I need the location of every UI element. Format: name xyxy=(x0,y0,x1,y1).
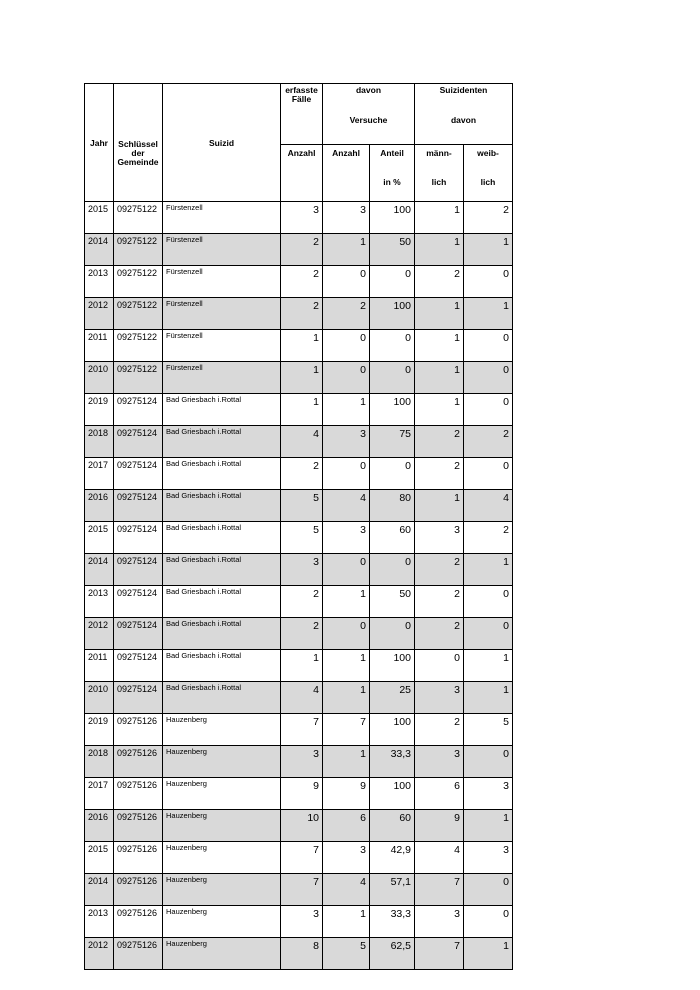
cell-anteil: 100 xyxy=(370,202,415,234)
cell-gemeinde: Fürstenzell xyxy=(163,266,281,298)
cell-maennlich: 2 xyxy=(415,426,464,458)
cell-jahr: 2014 xyxy=(85,234,114,266)
header-jahr: Jahr xyxy=(85,84,114,202)
cell-maennlich: 1 xyxy=(415,394,464,426)
cell-faelle: 2 xyxy=(281,234,323,266)
table-row xyxy=(85,426,513,458)
cell-anteil: 0 xyxy=(370,458,415,490)
cell-anteil: 57,1 xyxy=(370,874,415,906)
cell-faelle: 7 xyxy=(281,714,323,746)
cell-schluessel: 09275122 xyxy=(114,234,163,266)
cell-jahr: 2015 xyxy=(85,522,114,554)
cell-gemeinde: Fürstenzell xyxy=(163,330,281,362)
table-row xyxy=(85,714,513,746)
table-row xyxy=(85,682,513,714)
cell-maennlich: 7 xyxy=(415,874,464,906)
cell-weiblich: 1 xyxy=(464,298,513,330)
cell-anteil: 0 xyxy=(370,618,415,650)
table-row xyxy=(85,298,513,330)
cell-weiblich: 1 xyxy=(464,650,513,682)
header-maennlich: männ- lich xyxy=(415,145,464,202)
cell-schluessel: 09275124 xyxy=(114,490,163,522)
cell-maennlich: 9 xyxy=(415,810,464,842)
cell-weiblich: 0 xyxy=(464,266,513,298)
cell-maennlich: 2 xyxy=(415,714,464,746)
cell-schluessel: 09275124 xyxy=(114,586,163,618)
cell-jahr: 2019 xyxy=(85,714,114,746)
cell-weiblich: 3 xyxy=(464,842,513,874)
cell-versuche: 1 xyxy=(323,746,370,778)
cell-maennlich: 4 xyxy=(415,842,464,874)
cell-anteil: 75 xyxy=(370,426,415,458)
table-row xyxy=(85,906,513,938)
cell-maennlich: 3 xyxy=(415,522,464,554)
table-row xyxy=(85,650,513,682)
header-schluessel: Schlüssel der Gemeinde xyxy=(114,84,163,202)
table-row xyxy=(85,618,513,650)
cell-versuche: 0 xyxy=(323,458,370,490)
cell-weiblich: 0 xyxy=(464,394,513,426)
header-davon-versuche: davon Versuche xyxy=(323,84,415,145)
cell-versuche: 1 xyxy=(323,906,370,938)
cell-jahr: 2012 xyxy=(85,938,114,970)
cell-weiblich: 1 xyxy=(464,682,513,714)
cell-maennlich: 2 xyxy=(415,266,464,298)
cell-weiblich: 0 xyxy=(464,618,513,650)
cell-faelle: 5 xyxy=(281,490,323,522)
cell-schluessel: 09275124 xyxy=(114,650,163,682)
header-suizidenten: Suizidenten davon xyxy=(415,84,513,145)
cell-anteil: 0 xyxy=(370,330,415,362)
cell-jahr: 2014 xyxy=(85,874,114,906)
cell-schluessel: 09275124 xyxy=(114,458,163,490)
cell-anteil: 33,3 xyxy=(370,906,415,938)
cell-schluessel: 09275122 xyxy=(114,362,163,394)
cell-jahr: 2015 xyxy=(85,202,114,234)
cell-anteil: 100 xyxy=(370,298,415,330)
cell-jahr: 2010 xyxy=(85,682,114,714)
cell-gemeinde: Bad Griesbach i.Rottal xyxy=(163,490,281,522)
cell-maennlich: 1 xyxy=(415,234,464,266)
cell-gemeinde: Hauzenberg xyxy=(163,874,281,906)
cell-weiblich: 0 xyxy=(464,586,513,618)
cell-schluessel: 09275122 xyxy=(114,330,163,362)
cell-gemeinde: Hauzenberg xyxy=(163,746,281,778)
table-row xyxy=(85,554,513,586)
table-row xyxy=(85,778,513,810)
cell-weiblich: 5 xyxy=(464,714,513,746)
cell-gemeinde: Fürstenzell xyxy=(163,234,281,266)
cell-jahr: 2013 xyxy=(85,266,114,298)
cell-schluessel: 09275126 xyxy=(114,714,163,746)
cell-weiblich: 0 xyxy=(464,362,513,394)
cell-faelle: 1 xyxy=(281,362,323,394)
cell-schluessel: 09275122 xyxy=(114,266,163,298)
table-row xyxy=(85,874,513,906)
table-row xyxy=(85,746,513,778)
cell-jahr: 2011 xyxy=(85,650,114,682)
table-row xyxy=(85,586,513,618)
cell-faelle: 1 xyxy=(281,330,323,362)
cell-anteil: 100 xyxy=(370,714,415,746)
cell-weiblich: 1 xyxy=(464,938,513,970)
cell-anteil: 33,3 xyxy=(370,746,415,778)
cell-jahr: 2010 xyxy=(85,362,114,394)
cell-maennlich: 7 xyxy=(415,938,464,970)
cell-versuche: 1 xyxy=(323,394,370,426)
cell-faelle: 2 xyxy=(281,618,323,650)
cell-jahr: 2012 xyxy=(85,298,114,330)
cell-jahr: 2017 xyxy=(85,778,114,810)
cell-schluessel: 09275126 xyxy=(114,842,163,874)
table-row xyxy=(85,458,513,490)
table-row xyxy=(85,234,513,266)
cell-versuche: 1 xyxy=(323,586,370,618)
cell-gemeinde: Fürstenzell xyxy=(163,362,281,394)
table-row xyxy=(85,394,513,426)
cell-gemeinde: Hauzenberg xyxy=(163,906,281,938)
cell-anteil: 80 xyxy=(370,490,415,522)
cell-gemeinde: Bad Griesbach i.Rottal xyxy=(163,458,281,490)
cell-versuche: 7 xyxy=(323,714,370,746)
cell-faelle: 3 xyxy=(281,202,323,234)
header-versuche-anzahl: Anzahl xyxy=(323,145,370,202)
cell-gemeinde: Bad Griesbach i.Rottal xyxy=(163,394,281,426)
cell-maennlich: 2 xyxy=(415,618,464,650)
cell-versuche: 0 xyxy=(323,266,370,298)
cell-schluessel: 09275126 xyxy=(114,906,163,938)
table-row xyxy=(85,362,513,394)
cell-schluessel: 09275124 xyxy=(114,426,163,458)
cell-maennlich: 1 xyxy=(415,298,464,330)
header-erfasste-faelle: erfasste Fälle xyxy=(281,84,323,145)
cell-faelle: 2 xyxy=(281,298,323,330)
table-header xyxy=(85,84,513,202)
cell-anteil: 0 xyxy=(370,362,415,394)
cell-maennlich: 1 xyxy=(415,362,464,394)
cell-versuche: 0 xyxy=(323,554,370,586)
table-row xyxy=(85,842,513,874)
cell-weiblich: 0 xyxy=(464,746,513,778)
cell-anteil: 100 xyxy=(370,394,415,426)
cell-jahr: 2012 xyxy=(85,618,114,650)
cell-weiblich: 0 xyxy=(464,874,513,906)
cell-weiblich: 4 xyxy=(464,490,513,522)
cell-versuche: 0 xyxy=(323,618,370,650)
table-row xyxy=(85,522,513,554)
cell-weiblich: 3 xyxy=(464,778,513,810)
cell-schluessel: 09275126 xyxy=(114,938,163,970)
cell-weiblich: 2 xyxy=(464,202,513,234)
table-row xyxy=(85,266,513,298)
cell-anteil: 0 xyxy=(370,554,415,586)
cell-weiblich: 1 xyxy=(464,234,513,266)
table-row xyxy=(85,810,513,842)
cell-anteil: 100 xyxy=(370,650,415,682)
cell-faelle: 3 xyxy=(281,906,323,938)
cell-schluessel: 09275124 xyxy=(114,522,163,554)
cell-anteil: 50 xyxy=(370,586,415,618)
cell-maennlich: 6 xyxy=(415,778,464,810)
cell-anteil: 50 xyxy=(370,234,415,266)
cell-versuche: 9 xyxy=(323,778,370,810)
cell-anteil: 62,5 xyxy=(370,938,415,970)
cell-versuche: 4 xyxy=(323,490,370,522)
table-row xyxy=(85,490,513,522)
cell-versuche: 2 xyxy=(323,298,370,330)
cell-faelle: 2 xyxy=(281,266,323,298)
cell-gemeinde: Bad Griesbach i.Rottal xyxy=(163,426,281,458)
cell-faelle: 7 xyxy=(281,842,323,874)
cell-faelle: 2 xyxy=(281,586,323,618)
cell-maennlich: 1 xyxy=(415,202,464,234)
cell-gemeinde: Fürstenzell xyxy=(163,298,281,330)
cell-faelle: 3 xyxy=(281,746,323,778)
cell-gemeinde: Fürstenzell xyxy=(163,202,281,234)
cell-maennlich: 2 xyxy=(415,554,464,586)
cell-maennlich: 2 xyxy=(415,458,464,490)
cell-schluessel: 09275122 xyxy=(114,202,163,234)
cell-jahr: 2013 xyxy=(85,906,114,938)
cell-jahr: 2018 xyxy=(85,426,114,458)
cell-versuche: 1 xyxy=(323,682,370,714)
cell-weiblich: 2 xyxy=(464,426,513,458)
cell-schluessel: 09275122 xyxy=(114,298,163,330)
table-body xyxy=(85,202,513,970)
cell-jahr: 2015 xyxy=(85,842,114,874)
header-erfasste-anzahl: Anzahl xyxy=(281,145,323,202)
cell-jahr: 2017 xyxy=(85,458,114,490)
cell-gemeinde: Hauzenberg xyxy=(163,938,281,970)
cell-faelle: 2 xyxy=(281,458,323,490)
cell-maennlich: 2 xyxy=(415,586,464,618)
cell-faelle: 7 xyxy=(281,874,323,906)
cell-faelle: 9 xyxy=(281,778,323,810)
cell-faelle: 1 xyxy=(281,650,323,682)
cell-faelle: 5 xyxy=(281,522,323,554)
cell-faelle: 10 xyxy=(281,810,323,842)
cell-weiblich: 0 xyxy=(464,906,513,938)
cell-gemeinde: Bad Griesbach i.Rottal xyxy=(163,618,281,650)
cell-versuche: 6 xyxy=(323,810,370,842)
table-row xyxy=(85,938,513,970)
cell-schluessel: 09275126 xyxy=(114,874,163,906)
header-versuche-anteil: Anteil in % xyxy=(370,145,415,202)
cell-schluessel: 09275124 xyxy=(114,682,163,714)
cell-weiblich: 2 xyxy=(464,522,513,554)
cell-maennlich: 0 xyxy=(415,650,464,682)
cell-jahr: 2018 xyxy=(85,746,114,778)
cell-versuche: 3 xyxy=(323,202,370,234)
cell-maennlich: 1 xyxy=(415,490,464,522)
cell-faelle: 1 xyxy=(281,394,323,426)
cell-jahr: 2011 xyxy=(85,330,114,362)
suicide-statistics-table xyxy=(84,83,513,970)
cell-faelle: 8 xyxy=(281,938,323,970)
cell-anteil: 25 xyxy=(370,682,415,714)
cell-anteil: 100 xyxy=(370,778,415,810)
cell-gemeinde: Hauzenberg xyxy=(163,778,281,810)
cell-jahr: 2019 xyxy=(85,394,114,426)
cell-maennlich: 1 xyxy=(415,330,464,362)
cell-gemeinde: Hauzenberg xyxy=(163,842,281,874)
cell-faelle: 4 xyxy=(281,426,323,458)
cell-versuche: 1 xyxy=(323,234,370,266)
cell-gemeinde: Bad Griesbach i.Rottal xyxy=(163,650,281,682)
cell-jahr: 2016 xyxy=(85,490,114,522)
cell-jahr: 2016 xyxy=(85,810,114,842)
cell-weiblich: 1 xyxy=(464,554,513,586)
table-row xyxy=(85,202,513,234)
cell-weiblich: 0 xyxy=(464,330,513,362)
cell-schluessel: 09275126 xyxy=(114,810,163,842)
cell-versuche: 4 xyxy=(323,874,370,906)
cell-versuche: 5 xyxy=(323,938,370,970)
cell-gemeinde: Bad Griesbach i.Rottal xyxy=(163,522,281,554)
cell-versuche: 0 xyxy=(323,362,370,394)
cell-gemeinde: Hauzenberg xyxy=(163,714,281,746)
cell-schluessel: 09275124 xyxy=(114,618,163,650)
cell-gemeinde: Bad Griesbach i.Rottal xyxy=(163,586,281,618)
header-suizid: Suizid xyxy=(163,84,281,202)
cell-maennlich: 3 xyxy=(415,906,464,938)
cell-weiblich: 1 xyxy=(464,810,513,842)
cell-versuche: 3 xyxy=(323,426,370,458)
header-weiblich: weib- lich xyxy=(464,145,513,202)
cell-maennlich: 3 xyxy=(415,746,464,778)
cell-anteil: 0 xyxy=(370,266,415,298)
cell-anteil: 60 xyxy=(370,810,415,842)
cell-versuche: 1 xyxy=(323,650,370,682)
cell-jahr: 2014 xyxy=(85,554,114,586)
cell-anteil: 42,9 xyxy=(370,842,415,874)
cell-faelle: 3 xyxy=(281,554,323,586)
cell-gemeinde: Bad Griesbach i.Rottal xyxy=(163,554,281,586)
cell-schluessel: 09275124 xyxy=(114,554,163,586)
cell-faelle: 4 xyxy=(281,682,323,714)
cell-gemeinde: Hauzenberg xyxy=(163,810,281,842)
cell-schluessel: 09275126 xyxy=(114,778,163,810)
cell-jahr: 2013 xyxy=(85,586,114,618)
cell-anteil: 60 xyxy=(370,522,415,554)
cell-maennlich: 3 xyxy=(415,682,464,714)
cell-schluessel: 09275124 xyxy=(114,394,163,426)
cell-schluessel: 09275126 xyxy=(114,746,163,778)
cell-versuche: 0 xyxy=(323,330,370,362)
cell-versuche: 3 xyxy=(323,842,370,874)
cell-versuche: 3 xyxy=(323,522,370,554)
cell-weiblich: 0 xyxy=(464,458,513,490)
table-row xyxy=(85,330,513,362)
cell-gemeinde: Bad Griesbach i.Rottal xyxy=(163,682,281,714)
